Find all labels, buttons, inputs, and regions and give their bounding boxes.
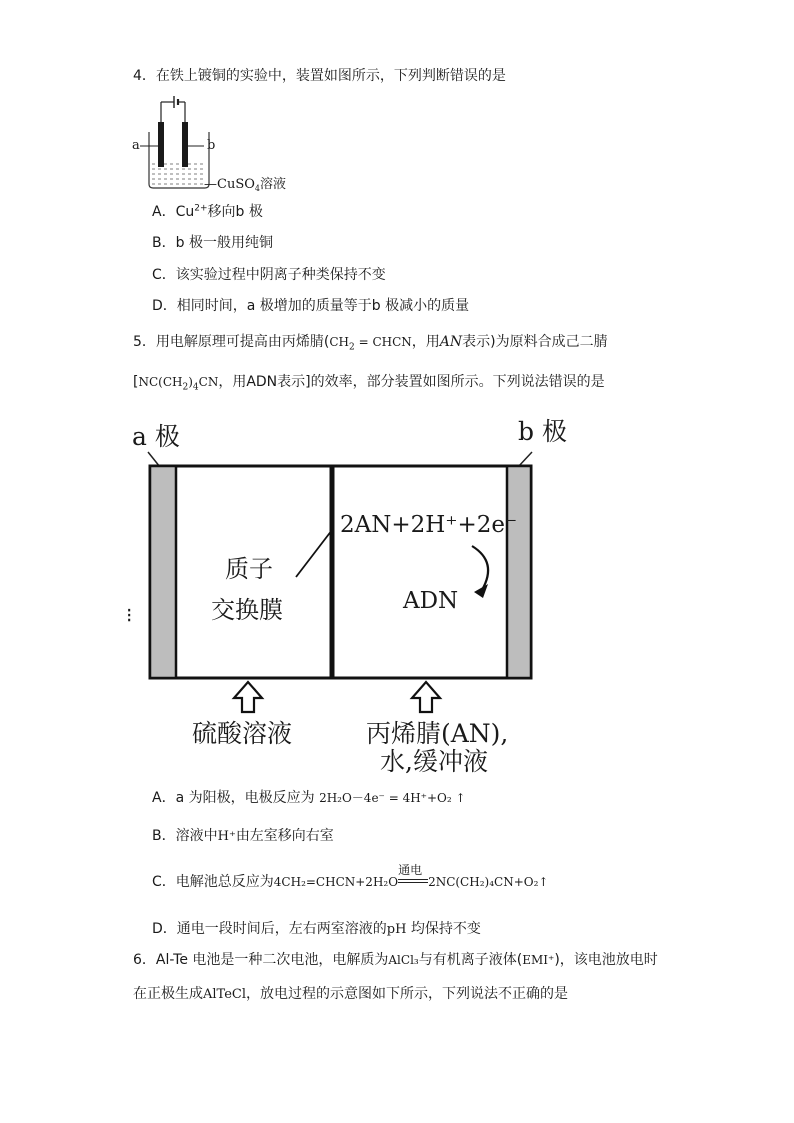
a-pole-label: a 极: [132, 422, 180, 451]
q5-option-d: D．通电一段时间后，左右两室溶液的pH 均保持不变: [152, 921, 481, 937]
up-arrow-icon: [412, 682, 440, 712]
q4-option-d: D．相同时间，a 极增加的质量等于b 极减小的质量: [152, 298, 470, 314]
membrane-label-line2: 交换膜: [211, 596, 283, 624]
up-arrow-icon: [234, 682, 262, 712]
q4-option-c: C．该实验过程中阴离子种类保持不变: [152, 267, 386, 283]
label-b: b: [207, 138, 216, 153]
edge-mark: ⁝: [126, 603, 133, 627]
q4-electroplating-figure: [128, 92, 298, 192]
q6-stem-line2: 在正极生成AlTeCl，放电过程的示意图如下所示，下列说法不正确的是: [133, 986, 569, 1002]
right-feed-line2: 水,缓冲液: [380, 747, 488, 776]
q5-option-b: B．溶液中H⁺由左室移向右室: [152, 828, 334, 844]
solution-label: —CuSO$_4$溶液: [204, 177, 286, 192]
q5-option-a: A．a 为阳极，电极反应为 2H₂O－4e⁻ = 4H⁺+O₂ ↑: [152, 790, 466, 806]
b-pole-label: b 极: [518, 417, 567, 446]
left-feed-label: 硫酸溶液: [192, 719, 293, 748]
q4-stem: 4．在铁上镀铜的实验中，装置如图所示，下列判断错误的是: [133, 68, 506, 84]
electrode-b: [182, 122, 188, 167]
q5-stem-line1: 5．用电解原理可提高由丙烯腈($CH_2$ = CHCN，用AN表示)为原料合成己二腈: [133, 334, 608, 353]
membrane-label-line1: 质子: [225, 555, 273, 583]
electrode-a: [158, 122, 164, 167]
q5-electrolysis-diagram: [120, 412, 590, 782]
q6-stem-line1: 6．Al-Te 电池是一种二次电池，电解质为AlCl₃与有机离子液体(EMI⁺)，该电池放电时: [133, 952, 658, 968]
q5-stem-line2: [$NC(CH_2)_4CN$，用ADN表示]的效率，部分装置如图所示。下列说法错误的是: [133, 374, 605, 393]
electrode-b: [507, 466, 531, 678]
electrode-a: [150, 466, 176, 678]
q4-option-a: A．$Cu^{2+}$移向b 极: [152, 203, 263, 220]
right-feed-line1: 丙烯腈(AN),: [366, 719, 509, 748]
product-label: ADN: [403, 588, 459, 614]
q5-option-c: C．电解池总反应为4CH₂=CHCN+2H₂O 通电 2NC(CH₂)₄CN+O₂↑: [152, 863, 549, 890]
reaction-label: 2AN+2H⁺+2e⁻: [340, 512, 518, 538]
q4-option-b: B．b 极一般用纯铜: [152, 235, 273, 251]
label-a: a: [132, 138, 140, 153]
